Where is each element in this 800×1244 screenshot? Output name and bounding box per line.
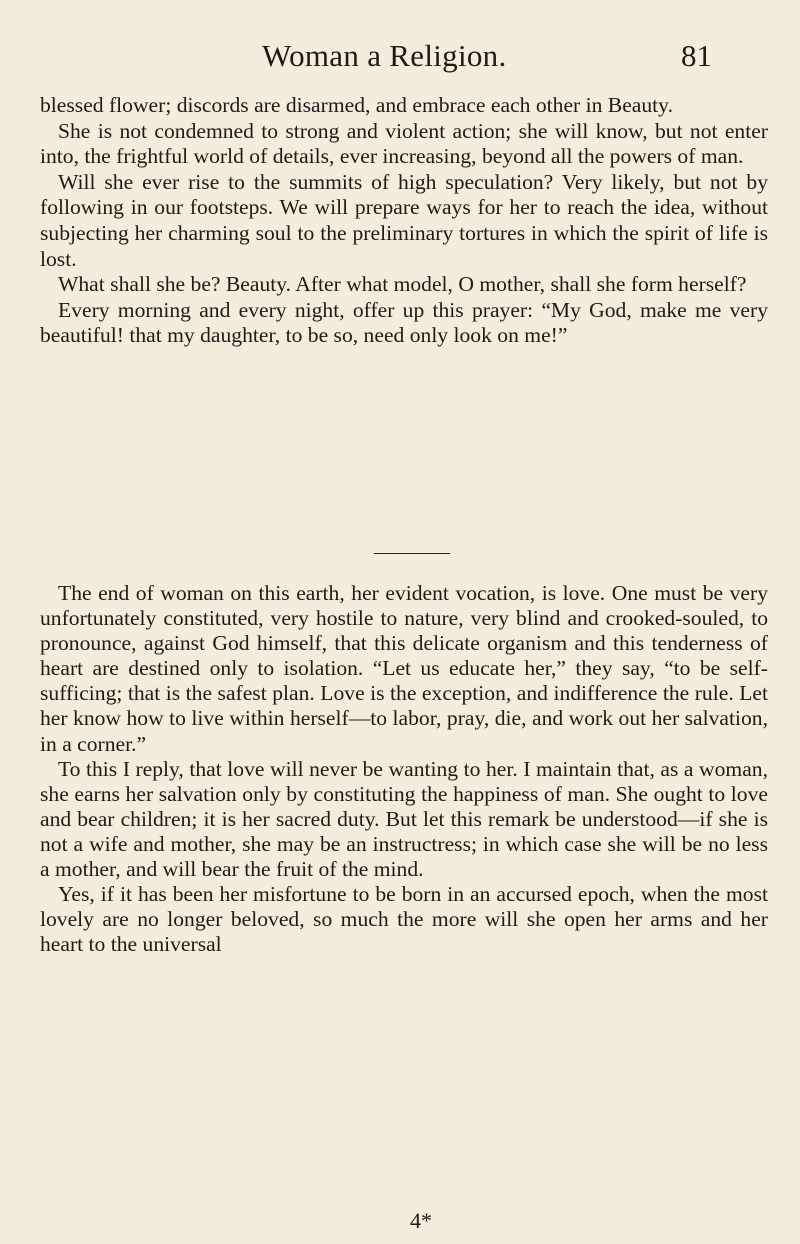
paragraph: To this I reply, that love will never be wanting to her. I maintain that, as a woman, she earns her salvation only by constituting the happiness of man. She ought to love and bear children; it is her sacred duty. But let this remark be understood—if she is not a wife and mother, she may be an instructress; in which case she will be no less a mother, and will bear the fruit of the mind.: [40, 756, 768, 882]
paragraph: blessed flower; discords are disarmed, and embrace each other in Beauty.: [40, 93, 673, 117]
paragraph: What shall she be? Beauty. After what model, O mother, shall she form herself?: [58, 272, 747, 297]
text-section-1: [40, 93, 768, 349]
paragraph: The end of woman on this earth, her evident vocation, is love. One must be very unfortunately constituted, very hostile to nature, very blind and crooked-souled, to pronounce, against God himself, that this delicate organism and this tenderness of heart are destined only to isolation. “Let us educate her,” they say, “to be self-sufficing; that is the safest plan. Love is the exception, and indifference the rule. Let her know how to live within herself—to labor, pray, die, and work out her salvation, in a corner.”: [40, 581, 768, 756]
paragraph: Every morning and every night, offer up this prayer: “My God, make me very beautiful! that my daughter, to be so, need only look on me!”: [40, 297, 768, 348]
page-number: 81: [681, 38, 712, 73]
text-section-2: [40, 581, 768, 957]
paragraph: Yes, if it has been her misfortune to be born in an accursed epoch, when the most lovely are no longer beloved, so much the more will she open her arms and her heart to the universal: [40, 882, 768, 957]
running-head: [0, 38, 800, 78]
signature-mark: 4*: [410, 1208, 432, 1233]
paragraph: She is not condemned to strong and violent action; she will know, but not enter into, the frightful world of details, ever increasing, beyond all the powers of man.: [40, 118, 768, 169]
paragraph: Will she ever rise to the summits of high speculation? Very likely, but not by following in our footsteps. We will prepare ways for her to reach the idea, without subjecting her charming soul to the preliminary tortures in which the spirit of life is lost.: [40, 169, 768, 271]
section-divider: [374, 553, 450, 554]
running-title: Woman a Religion.: [262, 38, 507, 73]
